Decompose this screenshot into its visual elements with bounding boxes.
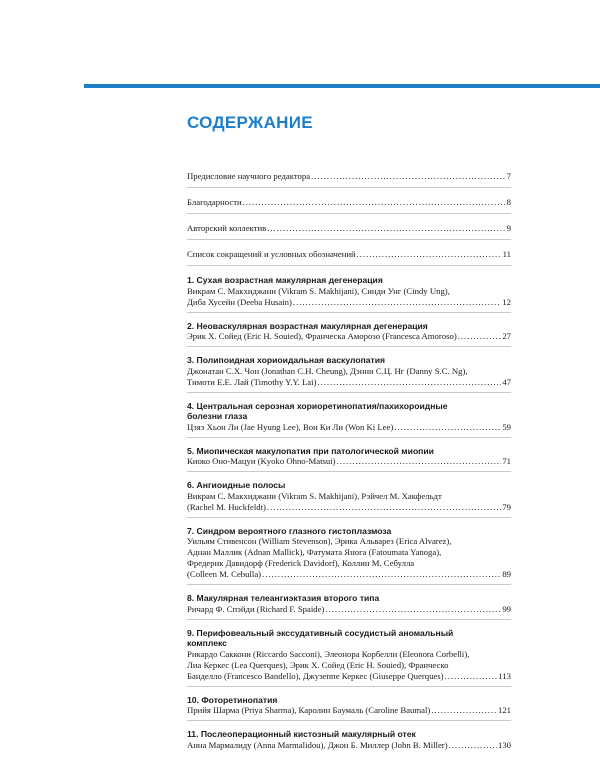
chapter-title: 1. Сухая возрастная макулярная дегенерация (187, 275, 383, 285)
page-number: 121 (497, 705, 511, 715)
dot-leader (311, 171, 506, 182)
authors-line: Авторский коллектив (187, 223, 267, 233)
page-number: 7 (506, 171, 511, 181)
authors-line: Тимоти Е.Е. Лай (Timothy Y.Y. Lai) (187, 376, 317, 387)
chapter-title: 8. Макулярная телеангиэктазия второго типа (187, 593, 380, 603)
page-number: 59 (502, 421, 511, 432)
page-title: СОДЕРЖАНИЕ (187, 113, 313, 132)
dot-leader (458, 331, 502, 342)
authors-line: Благодарности (187, 197, 242, 207)
chapter-title: 2. Неоваскулярная возрастная макулярная дегенерация (187, 320, 428, 331)
authors-line: Прийя Шарма (Priya Sharma), Каролин Бaумаль (Caroline Baumal) (187, 705, 431, 715)
toc-entry[interactable] (187, 695, 511, 722)
chapter-title: 6. Ангиоидные полосы (187, 480, 286, 490)
entry-last-line (187, 671, 511, 682)
entry-last-line (187, 604, 511, 615)
toc-entry[interactable] (187, 729, 511, 755)
page-number: 12 (502, 296, 511, 307)
entry-last-line (187, 297, 511, 308)
authors-line: Рикардо Саккони (Riccardo Sacconi), Элеонора Корбелли (Eleonora Corbelli), (187, 648, 470, 659)
top-accent-rule (84, 84, 600, 88)
entry-last-line (187, 197, 511, 208)
authors-line: Ричард Ф. Спэйди (Richard F. Spaide) (187, 603, 325, 614)
page-number: 27 (502, 331, 511, 341)
dot-leader (243, 197, 506, 208)
chapter-title: 3. Полипоидная хориоидальная васкулопатия (187, 355, 386, 365)
page-number: 47 (502, 376, 511, 387)
toc-entry[interactable] (187, 171, 511, 188)
authors-line: Цзяэ Хьон Ли (Jae Hyung Lee), Вон Ки Ли (Won Ki Lee) (187, 421, 394, 432)
dot-leader (317, 377, 501, 388)
entry-last-line (187, 422, 511, 433)
entry-last-line (187, 705, 511, 716)
toc-entry[interactable] (187, 223, 511, 240)
authors-line: (Rachel M. Huckfeldt) (187, 501, 266, 512)
authors-line: Список сокращений и условных обозначений (187, 249, 356, 259)
authors-line: Лиа Керкес (Lea Querques), Эрик Х. Сойед (Eric H. Souied), Франческо (187, 659, 449, 670)
toc-entry[interactable] (187, 446, 511, 473)
chapter-title: 10. Фоторетинопатия (187, 694, 278, 705)
entry-last-line (187, 171, 511, 182)
dot-leader (337, 456, 502, 467)
toc-entry[interactable] (187, 401, 511, 438)
toc-entry[interactable] (187, 593, 511, 620)
chapter-title: 5. Миопическая макулопатия при патологической миопии (187, 445, 434, 456)
dot-leader (357, 249, 502, 260)
authors-line: Киоко Оно-Мацуи (Kyoko Ohno-Matsui) (187, 456, 336, 466)
authors-line: Уильям Стивенсон (William Stevenson), Эрика Альварез (Erica Alvarez), (187, 536, 452, 546)
chapter-title: болезни глаза (187, 411, 248, 421)
authors-line: Викрам С. Макхиджани (Vikram S. Makhijani), Рэйчел М. Хакфельдт (187, 490, 442, 501)
authors-line: (Colleen M. Cebulla) (187, 569, 262, 579)
page-number: 71 (502, 456, 511, 466)
authors-line: Диба Хусейн (Deeba Husain) (187, 296, 292, 307)
toc-entry[interactable] (187, 480, 511, 518)
entry-last-line (187, 456, 511, 467)
page-number: 8 (506, 197, 511, 207)
page-number: 11 (502, 249, 511, 259)
toc-entry[interactable] (187, 249, 511, 266)
toc-entry[interactable] (187, 526, 511, 586)
entry-last-line (187, 740, 511, 751)
authors-line: Эрик Х. Сойед (Eric H. Souied), Франческа Аморозо (Francesca Amoroso) (187, 331, 457, 341)
authors-line: Фредерик Давидорф (Frederick Davidorf), Коллин М. Себулла (187, 558, 415, 568)
dot-leader (267, 502, 501, 513)
dot-leader (325, 604, 501, 615)
authors-line: Джонатан С.Х. Чон (Jonathan C.H. Cheung), Дэнни С.Ц. Нг (Danny S.C. Ng), (187, 365, 468, 376)
page-number: 113 (498, 670, 511, 681)
dot-leader (445, 671, 498, 682)
page-number: 9 (506, 223, 511, 233)
entry-last-line (187, 249, 511, 260)
toc-entry[interactable] (187, 197, 511, 214)
dot-leader (293, 297, 501, 308)
dot-leader (262, 569, 501, 580)
entry-last-line (187, 569, 511, 580)
toc-entry[interactable] (187, 355, 511, 393)
dot-leader (394, 422, 501, 433)
table-of-contents (187, 171, 511, 763)
dot-leader (449, 740, 497, 751)
page-number: 130 (497, 739, 511, 750)
dot-leader (431, 705, 497, 716)
chapter-title: комплекс (187, 638, 227, 648)
page-number: 79 (502, 501, 511, 512)
toc-entry[interactable] (187, 321, 511, 348)
chapter-title: 4. Центральная серозная хориоретинопатия/пахихороидные (187, 400, 448, 411)
dot-leader (267, 223, 505, 234)
chapter-title: 7. Синдром вероятного глазного гистоплазмоза (187, 525, 392, 536)
authors-line: Предисловие научного редактора (187, 171, 311, 181)
entry-last-line (187, 502, 511, 513)
entry-last-line (187, 331, 511, 342)
toc-entry[interactable] (187, 275, 511, 313)
authors-line: Анна Мармалиду (Anna Marmalidou), Джон Б. Миллер (John B. Miller) (187, 739, 448, 750)
page-number: 89 (502, 569, 511, 579)
toc-entry[interactable] (187, 628, 511, 687)
entry-last-line (187, 377, 511, 388)
entry-last-line (187, 223, 511, 234)
authors-line: Банделло (Francesco Bandello), Джузеппе Керкес (Giuseppe Querques) (187, 670, 444, 681)
authors-line: Викрам С. Макхиджани (Vikram S. Makhijani), Синди Унг (Cindy Ung), (187, 285, 450, 296)
chapter-title: 9. Перифовеальный экссудативный сосудистый аномальный (187, 627, 454, 638)
page-number: 99 (502, 603, 511, 614)
authors-line: Аднан Маллик (Adnan Mallick), Фатумата Янога (Fatoumata Yanoga), (187, 547, 442, 557)
chapter-title: 11. Послеоперационный кистозный макулярный отек (187, 729, 416, 739)
